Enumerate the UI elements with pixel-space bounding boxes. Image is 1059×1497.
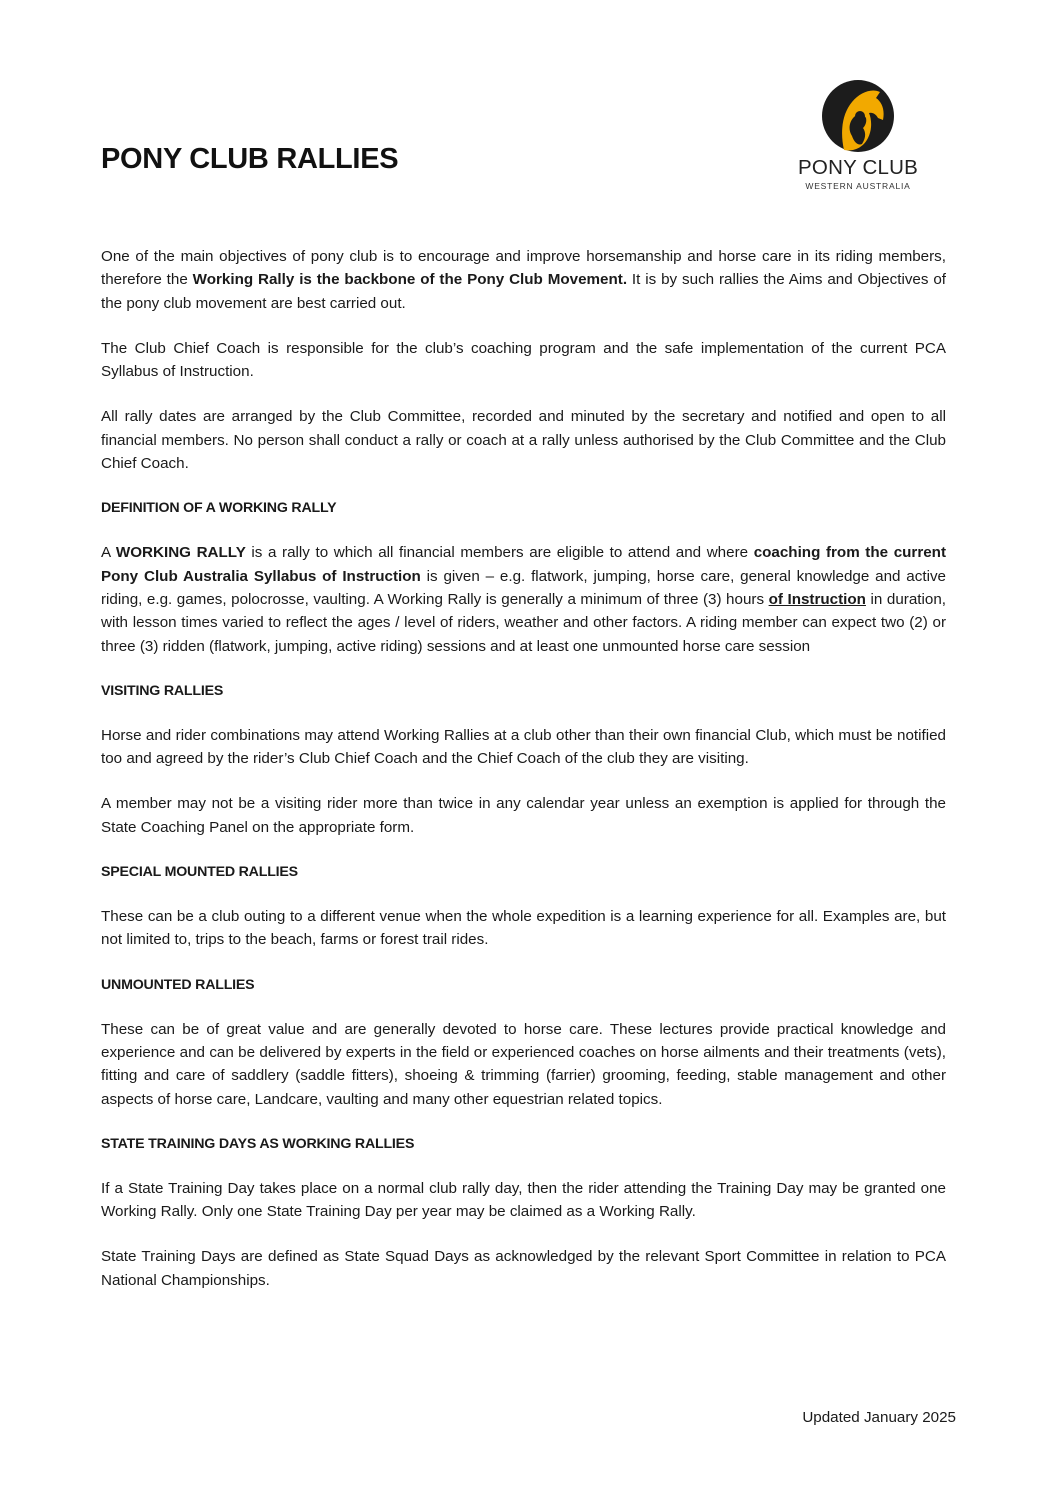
section-heading-unmounted: UNMOUNTED RALLIES xyxy=(101,976,255,993)
logo-name: PONY CLUB xyxy=(798,156,918,179)
section-heading-special-mounted: SPECIAL MOUNTED RALLIES xyxy=(101,864,298,881)
logo-subtitle: WESTERN AUSTRALIA xyxy=(805,181,911,191)
text: in duration, with lesson times varied to reflect the ages / level of riders, weather and other factors. A riding member can expect two (2) or three (3) ridden (flatwork, jumping, active riding) sessions and at least one unmounted horse care session xyxy=(101,590,946,655)
chief-coach-paragraph: The Club Chief Coach is responsible for the club’s coaching program and the safe implementation of the current PCA Syllabus of Instruction. xyxy=(101,339,946,381)
visiting-paragraph-1: Horse and rider combinations may attend Working Rallies at a club other than their own financial Club, which must be notified too and agreed by the rider’s Club Chief Coach and the Chief Coach of the club they are visiting. xyxy=(101,726,946,768)
pony-club-logo xyxy=(788,80,928,198)
text: It is by such rallies the Aims and Objectives of the pony club movement are best carried out. xyxy=(101,271,946,312)
emphasis-underlined: of Instruction xyxy=(768,590,866,608)
text: One of the main objectives of pony club is to encourage and improve horsemanship and horse care in its riding members, therefore the xyxy=(101,248,946,289)
emphasis: Working Rally is the backbone of the Pony Club Movement. xyxy=(192,271,628,289)
page-title: PONY CLUB RALLIES xyxy=(101,143,399,175)
updated-date: Updated January 2025 xyxy=(802,1409,956,1426)
text: is given – e.g. flatwork, jumping, horse care, general knowledge and active riding, e.g. games, polocrosse, vaulting. A Working Rally is generally a minimum of three (3) hours xyxy=(101,567,946,608)
section-heading-definition: DEFINITION OF A WORKING RALLY xyxy=(101,500,337,517)
intro-paragraph xyxy=(101,245,946,315)
horse-and-rider-silhouette-icon xyxy=(822,80,894,152)
state-training-paragraph-1: If a State Training Day takes place on a normal club rally day, then the rider attending the Training Day may be granted one Working Rally. Only one State Training Day per year may be claimed as a Working Rally. xyxy=(101,1179,946,1221)
working-rally-paragraph xyxy=(101,541,946,657)
rally-dates-paragraph: All rally dates are arranged by the Club Committee, recorded and minuted by the secretary and notified and open to all financial members. No person shall conduct a rally or coach at a rally unless authorised by the Club Committee and the Club Chief Coach. xyxy=(101,408,946,473)
emphasis: WORKING RALLY xyxy=(115,544,246,562)
text: A xyxy=(101,544,116,562)
section-heading-visiting: VISITING RALLIES xyxy=(101,682,224,699)
visiting-paragraph-2: A member may not be a visiting rider more than twice in any calendar year unless an exemption is applied for through the State Coaching Panel on the appropriate form. xyxy=(101,795,946,836)
unmounted-paragraph: These can be of great value and are generally devoted to horse care. These lectures provide practical knowledge and experience and can be delivered by experts in the field or experienced coaches on horse ailments and their treatments (vets), fitting and care of saddlery (saddle fitters), shoeing & trimming (farrier) grooming, feeding, stable management and other aspects of horse care, Landcare, vaulting and many other equestrian related topics. xyxy=(101,1020,946,1108)
document-body xyxy=(101,245,946,1314)
text: is a rally to which all financial members are eligible to attend and where xyxy=(245,544,754,562)
emphasis: coaching from the current Pony Club Australia Syllabus of Instruction xyxy=(101,544,947,585)
special-mounted-paragraph: These can be a club outing to a different venue when the whole expedition is a learning experience for all. Examples are, but not limited to, trips to the beach, farms or forest trail rides. xyxy=(101,908,946,949)
state-training-paragraph-2: State Training Days are defined as State Squad Days as acknowledged by the relevant Sport Committee in relation to PCA National Championships. xyxy=(101,1248,946,1289)
section-heading-state-training: STATE TRAINING DAYS AS WORKING RALLIES xyxy=(101,1135,415,1152)
